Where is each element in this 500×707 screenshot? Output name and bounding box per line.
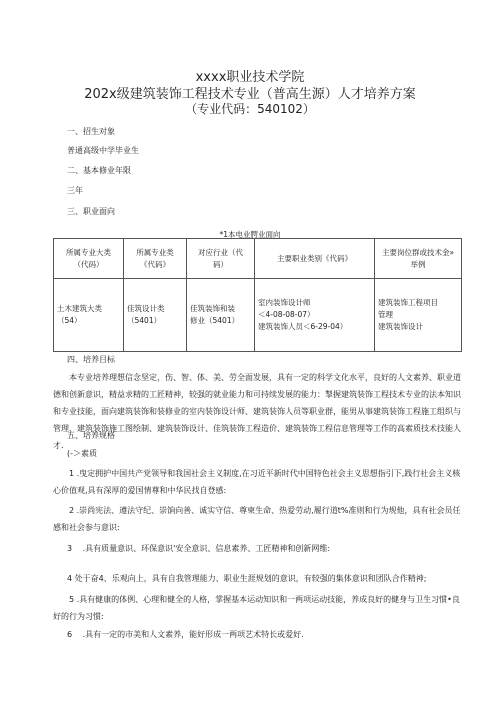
school-name: xxxx职业技术学院 — [195, 70, 305, 85]
header-occupation: 主要职业类别《代码》 — [255, 239, 375, 279]
goal-paragraph: 本专业培养理想信念坚定，伤、智、体、美、劳全面发展，具有一定的科学文化水平，良好的人文素养、职业道德和创新意识，精益求精的工匠精神，较强的就业能力和可持续发展的能力：掣握建筑装饰工程技术专业的法本知识和专业技能，面向建筑装饰和装修业的室内装饰设计师、建筑装饰人员等职业群，能男从事建筑装饰工程施工组织与管理、建筑装饰施工图绘制、建筑装饰设计、佳筑装饰工程造价、建筑装饰工程信息管理等工作的高素质技术技能人才. — [53, 373, 461, 450]
cell-major-class: 佳筑设计类 （5401） — [124, 279, 187, 352]
header-major-category: 所属专业大类 （代码） — [54, 239, 124, 279]
duration-body: 三年 — [67, 186, 83, 195]
document-title: 202x级建筑装饰工程技术专业（普高生源）人才培养方案 — [84, 87, 416, 102]
table-header-row — [54, 239, 462, 279]
table-caption: *1本电业腭业面向 — [219, 230, 281, 239]
quality-item-1: 1 .曳定拥护中国共产党领导和我国社会主义制度,在习近平新时代中国特色社会主义思想指引下,践行社会主义核心价值观,具有深厚的爱国情尊和中华民找自登感: — [53, 469, 461, 495]
header-industry: 对应行业（代 码） — [187, 239, 255, 279]
cell-industry: 佳筑装饰和装 修业（5401） — [187, 279, 255, 352]
quality-item-2: 2 .崇尚宪法、遵法守纪、崇饷向善、诚实守信、尊柬生命、热爱劳动,履行道t%准则和行为规他，具有社会员任感和社会参与意识: — [53, 506, 461, 532]
cell-positions: 建筑装饰工程项目 管理 建筑装饰设计 — [375, 279, 462, 352]
cell-major-category: 土木建筑大类 （54） — [54, 279, 124, 352]
cell-occupation: 室内装饰设计师 ＜4-08-08-07） 建筑装饰人员＜6-29-04） — [255, 279, 375, 352]
quality-item-5: 5 .具有健康的体例、心理和健全的人格，掌握基本运动知识和一两项运动技能，养成良好的健身与卫生习惯•良好的行为习惯: — [53, 595, 460, 621]
quality-item-4: 4 处于奋4、乐观向上，具有自我管理能力、职业生涯规划的意识，有较强的集体意识和团队合作精神; — [67, 574, 427, 583]
section-heading-specs: 五、培养规格 — [67, 431, 115, 440]
section-heading-goal: 四、培养目标 — [67, 355, 115, 364]
section-heading-duration: 二、基本修业年限 — [67, 166, 131, 175]
header-major-class: 所属专业类 《代码》 — [124, 239, 187, 279]
section-heading-enrollment: 一、招生对象 — [67, 127, 115, 136]
quality-item-3: 3 .具有质量意识、环保意识'安全意识、信息素养、工匠精神和创新网维: — [67, 544, 331, 553]
occupation-table — [53, 238, 462, 352]
header-positions: 主要岗位群或技术金» 举例 — [375, 239, 462, 279]
enrollment-body: 普通高级中学毕业生 — [67, 146, 139, 155]
section-heading-occupation: 三、职业面向 — [67, 207, 115, 216]
major-code: （专业代码：540102） — [185, 102, 315, 116]
quality-item-6: 6 .具有一定的市美和人文素养，能好形成一两项艺术特长或爱好. — [67, 630, 304, 639]
table-row — [54, 279, 462, 352]
subsection-quality: (-＞素质 — [67, 449, 98, 458]
